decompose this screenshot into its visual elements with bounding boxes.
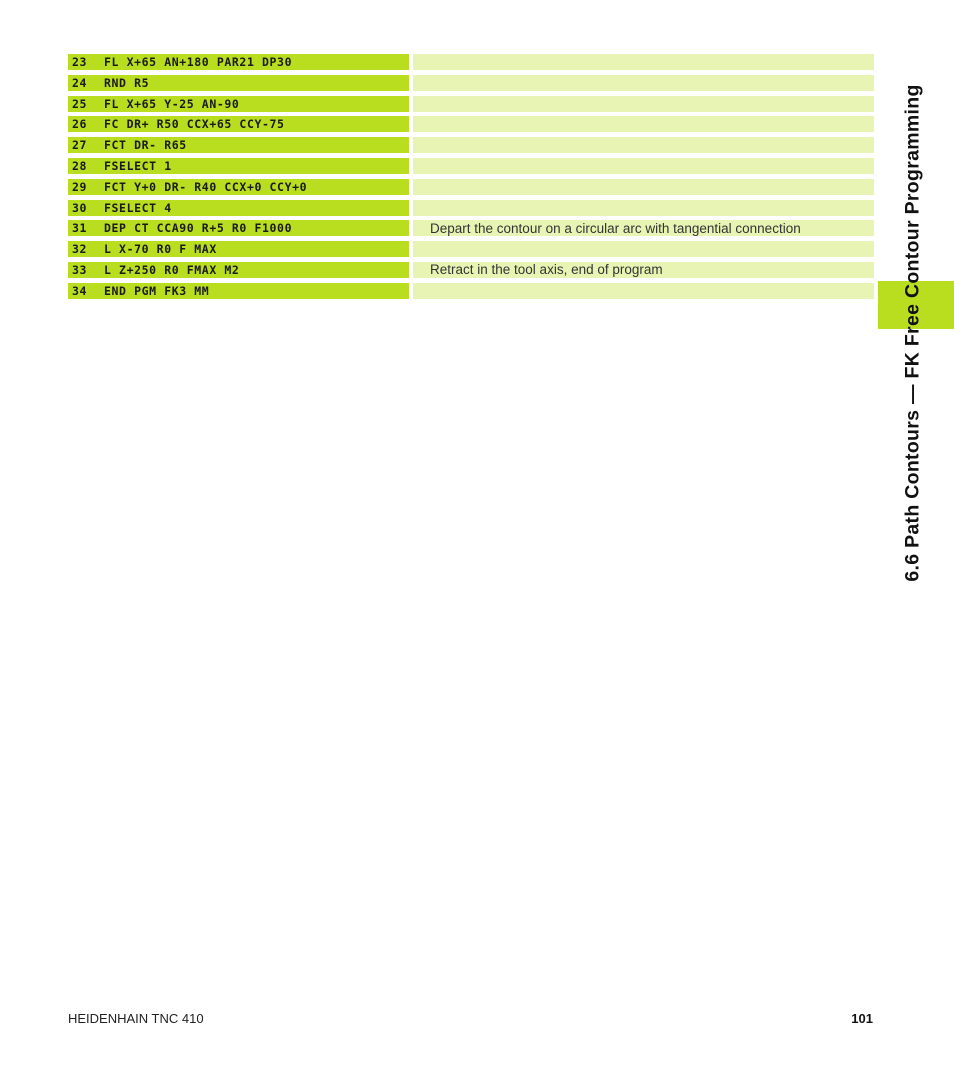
nc-block: FSELECT 4 xyxy=(104,200,172,215)
line-number: 31 xyxy=(72,221,88,236)
code-cell xyxy=(68,96,409,112)
line-number: 28 xyxy=(72,158,88,173)
line-number: 25 xyxy=(72,96,88,111)
code-cell xyxy=(68,75,409,91)
code-cell xyxy=(68,241,409,257)
code-cell xyxy=(68,220,409,236)
nc-block: RND R5 xyxy=(104,75,150,90)
program-row xyxy=(68,96,874,112)
code-cell xyxy=(68,54,409,70)
nc-block: FSELECT 1 xyxy=(104,158,172,173)
program-row xyxy=(68,116,874,132)
nc-block: FL X+65 AN+180 PAR21 DP30 xyxy=(104,55,293,69)
line-number: 32 xyxy=(72,242,88,257)
comment-cell xyxy=(413,179,874,195)
chapter-title: 6.6 Path Contours — FK Free Contour Programming xyxy=(901,84,924,582)
line-number: 27 xyxy=(72,138,88,153)
comment-cell xyxy=(413,200,874,216)
program-row xyxy=(68,158,874,174)
program-row xyxy=(68,137,874,153)
nc-block: DEP CT CCA90 R+5 R0 F1000 xyxy=(104,221,293,236)
comment-cell: Retract in the tool axis, end of program xyxy=(413,262,874,278)
line-number: 30 xyxy=(72,200,88,215)
nc-block: FC DR+ R50 CCX+65 CCY-75 xyxy=(104,117,285,132)
comment-cell xyxy=(413,283,874,299)
nc-block: FL X+65 Y-25 AN-90 xyxy=(104,96,240,111)
code-cell xyxy=(68,179,409,195)
code-cell xyxy=(68,283,409,299)
nc-block: FCT Y+0 DR- R40 CCX+0 CCY+0 xyxy=(104,179,308,194)
comment-cell xyxy=(413,54,874,70)
program-row xyxy=(68,75,874,91)
nc-block: FCT DR- R65 xyxy=(104,138,187,153)
comment-cell xyxy=(413,241,874,257)
nc-block: L X-70 R0 F MAX xyxy=(104,242,217,257)
comment-cell xyxy=(413,75,874,91)
code-cell xyxy=(68,262,409,278)
program-row xyxy=(68,200,874,216)
nc-program-listing xyxy=(68,54,874,304)
line-number: 34 xyxy=(72,283,88,298)
line-number: 29 xyxy=(72,179,88,194)
page-number: 101 xyxy=(851,1011,873,1026)
comment-cell: Depart the contour on a circular arc with tangential connection xyxy=(413,220,874,236)
code-cell xyxy=(68,116,409,132)
code-cell xyxy=(68,200,409,216)
program-row xyxy=(68,179,874,195)
program-row xyxy=(68,283,874,299)
program-row xyxy=(68,54,874,70)
line-number: 33 xyxy=(72,262,88,277)
program-row xyxy=(68,220,874,236)
footer-product: HEIDENHAIN TNC 410 xyxy=(68,1011,204,1026)
line-number: 26 xyxy=(72,117,88,132)
line-number: 24 xyxy=(72,75,88,90)
comment-cell xyxy=(413,96,874,112)
line-number: 23 xyxy=(72,55,88,69)
program-row xyxy=(68,241,874,257)
nc-block: END PGM FK3 MM xyxy=(104,283,210,298)
code-cell xyxy=(68,137,409,153)
comment-cell xyxy=(413,137,874,153)
comment-cell xyxy=(413,116,874,132)
program-row xyxy=(68,262,874,278)
code-cell xyxy=(68,158,409,174)
nc-block: L Z+250 R0 FMAX M2 xyxy=(104,262,240,277)
comment-cell xyxy=(413,158,874,174)
